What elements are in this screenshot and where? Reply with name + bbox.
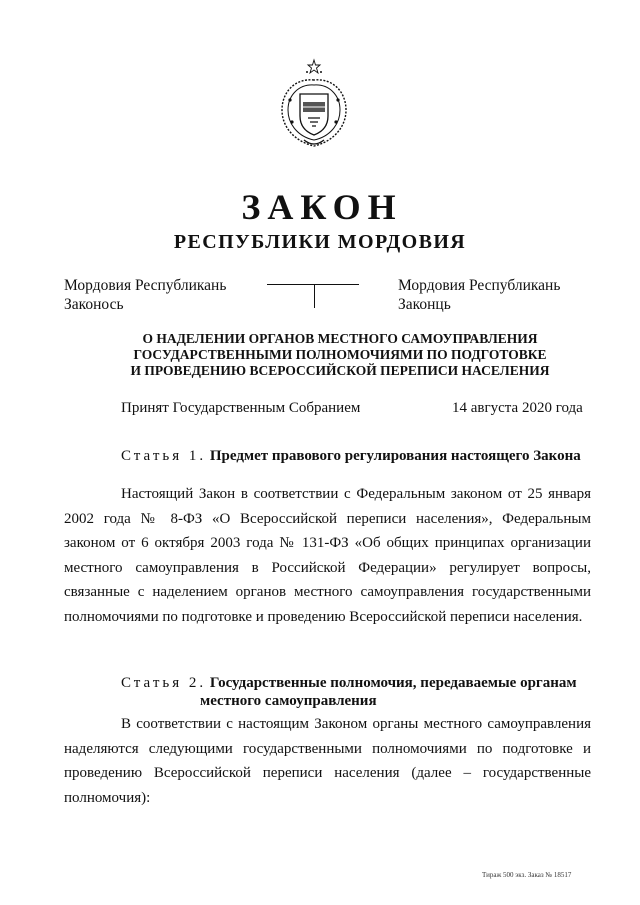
document-title: ЗАКОН: [241, 187, 403, 227]
article-1-heading: [121, 447, 581, 465]
mordovia-coat-of-arms-icon: [270, 58, 358, 150]
law-title-line2: ГОСУДАРСТВЕННЫМИ ПОЛНОМОЧИЯМИ ПО ПОДГОТОВКЕ: [133, 347, 547, 362]
article-1-title: Предмет правового регулирования настоящего Закона: [209, 448, 581, 464]
header-divider-vertical: [314, 284, 315, 308]
language-caption-right: [398, 276, 560, 314]
article-2-title-line1: Государственные полномочия, передаваемые органам: [209, 675, 577, 691]
article-2-title-line2: местного самоуправления: [200, 693, 377, 709]
article-1-text: Настоящий Закон в соответствии с Федеральным законом от 25 января 2002 года № 8-ФЗ «О Всероссийской переписи населения», Федеральным законом от 6 октября 2003 года № 131-ФЗ «Об общих принципах организации местного самоуправления в Российской Федерации» регулирует вопросы, связанные с наделением органов местного самоуправления государственными полномочиями по подготовке и проведению Всероссийской переписи населения.: [64, 486, 591, 625]
law-title-line1: О НАДЕЛЕНИИ ОРГАНОВ МЕСТНОГО САМОУПРАВЛЕНИЯ: [142, 331, 538, 346]
law-title: [20, 331, 640, 379]
adopted-date: 14 августа 2020 года: [452, 400, 583, 416]
article-1-label: Статья 1.: [121, 448, 207, 464]
language-caption-left-line1: Мордовия Республикань: [64, 277, 227, 294]
document-subtitle: РЕСПУБЛИКИ МОРДОВИЯ: [173, 231, 467, 253]
header-divider-horizontal: [267, 284, 359, 285]
article-2-text: В соответствии с настоящим Законом органы местного самоуправления наделяются следующими государственными полномочиями по подготовке и проведению Всероссийской переписи населения (далее – государственные полномочия):: [64, 716, 591, 806]
print-info: Тираж 500 экз. Заказ № 18517: [482, 871, 572, 879]
language-caption-left: [64, 276, 226, 314]
coat-of-arms: [270, 58, 358, 150]
adopted-by: Принят Государственным Собранием: [121, 400, 361, 416]
language-caption-right-line1: Мордовия Республикань: [398, 277, 561, 294]
language-caption-left-line2: Законось: [64, 296, 124, 313]
language-caption-right-line2: Законць: [398, 296, 451, 313]
article-2-heading: [121, 674, 577, 710]
article-2-label: Статья 2.: [121, 675, 207, 691]
law-title-line3: И ПРОВЕДЕНИЮ ВСЕРОССИЙСКОЙ ПЕРЕПИСИ НАСЕЛЕНИЯ: [130, 363, 550, 378]
